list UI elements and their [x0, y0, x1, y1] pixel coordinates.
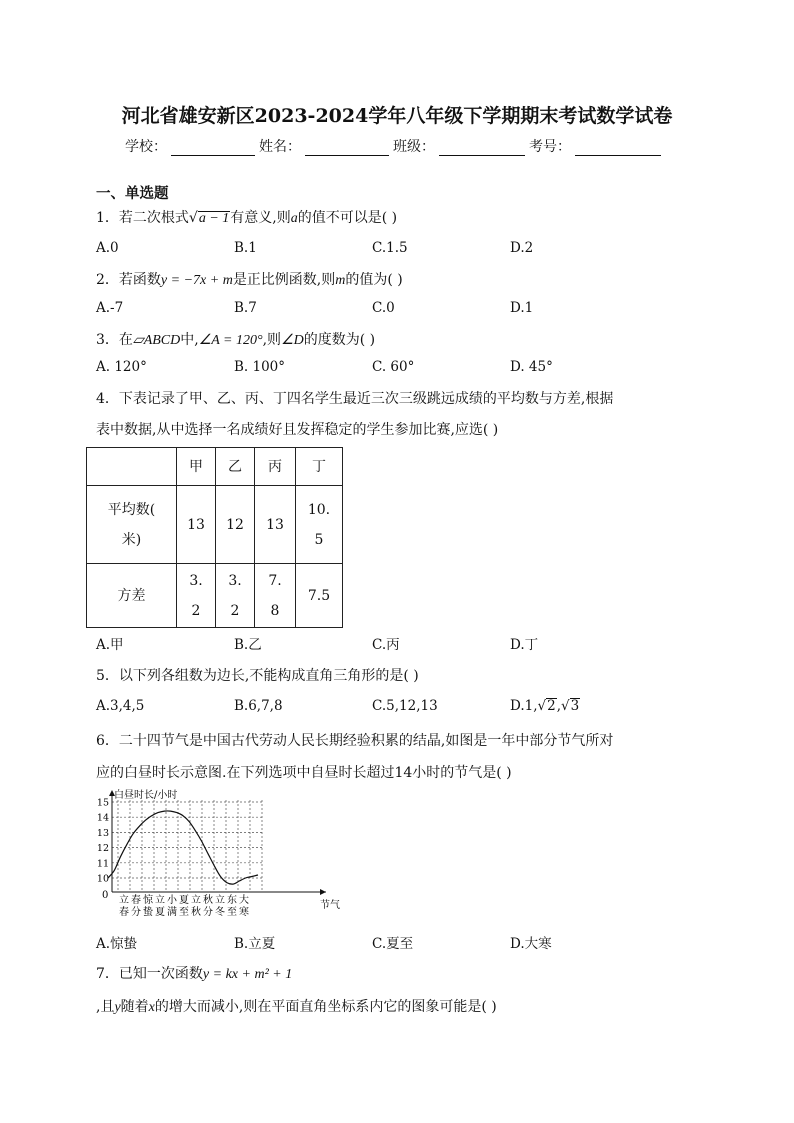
daylight-curve: [108, 811, 258, 884]
option-d[interactable]: D.大寒: [510, 936, 552, 952]
name-field[interactable]: [305, 141, 389, 156]
x-tick-label: 冬: [215, 907, 225, 918]
formula: y = kx + m² + 1: [202, 967, 293, 982]
x-tick-label: 东: [227, 895, 237, 906]
x-tick-label: 夏: [155, 907, 165, 918]
school-label: 学校：: [125, 139, 167, 155]
exam-no-field[interactable]: [575, 141, 661, 156]
question-text: 是正比例函数,则: [232, 272, 336, 288]
table-cell: 7.5: [296, 564, 343, 628]
cell-text: 平均数(: [107, 501, 156, 518]
x-tick-label: 春: [131, 895, 141, 906]
x-tick-label: 夏: [179, 895, 189, 906]
class-label: 班级：: [393, 139, 435, 155]
y-tick-label: 11: [96, 858, 109, 870]
score-table: [86, 447, 343, 628]
question-text: 随着: [120, 999, 149, 1015]
variable: m: [335, 273, 346, 288]
page-title: 河北省雄安新区2023-2024学年八年级下学期期末考试数学试卷: [121, 105, 673, 127]
option-c[interactable]: C.1.5: [372, 240, 408, 256]
option-text: ,: [556, 698, 562, 714]
option-d[interactable]: D.2: [510, 240, 534, 256]
y-tick-label: 14: [96, 812, 109, 824]
x-tick-label: 立: [215, 895, 225, 906]
radical-sign: √: [561, 698, 570, 714]
cell-text: 2: [191, 602, 201, 619]
table-cell: 方差: [87, 564, 177, 628]
x-tick-label: 大: [239, 895, 249, 906]
question-number: 2．: [96, 272, 119, 288]
variable: x: [148, 1000, 155, 1015]
question-text: 的值为( ): [345, 272, 403, 288]
y-tick-label: 12: [96, 843, 109, 855]
question-4: [96, 388, 613, 408]
cell-text: 3.: [228, 572, 242, 589]
option-b[interactable]: B.6,7,8: [234, 698, 283, 714]
table-header: [87, 448, 177, 486]
option-d[interactable]: [510, 698, 580, 714]
question-text: 的度数为( ): [303, 332, 376, 348]
radicand: 2: [547, 698, 556, 714]
option-text: D.1,: [510, 698, 538, 714]
daylight-chart: [88, 786, 348, 920]
table-cell: 13: [177, 486, 216, 564]
class-field[interactable]: [439, 141, 525, 156]
option-a[interactable]: A.-7: [96, 300, 124, 316]
x-tick-label: 立: [119, 895, 129, 906]
y-axis-label: 白昼时长/小时: [114, 790, 178, 801]
question-text: 的值不可以是( ): [297, 210, 398, 226]
chart-x-labels: [119, 893, 249, 918]
chart-axes: [109, 790, 326, 895]
option-a[interactable]: A. 120°: [96, 359, 147, 375]
x-tick-label: 满: [167, 907, 177, 918]
question-5: [96, 665, 419, 685]
question-text: 有意义,则: [230, 210, 291, 226]
exam-no-label: 考号：: [529, 139, 571, 155]
table-cell: 12: [216, 486, 255, 564]
x-tick-label: 小: [167, 895, 177, 906]
x-tick-label: 寒: [239, 907, 249, 918]
question-text: ,且: [96, 999, 115, 1015]
radical-sign: √: [188, 210, 198, 226]
question-number: 5．: [96, 668, 119, 684]
option-b[interactable]: B.乙: [234, 637, 262, 653]
table-cell: [255, 564, 296, 628]
radicand: 3: [570, 698, 580, 714]
y-tick-label: 13: [96, 827, 109, 839]
question-text: 以下列各组数为边长,不能构成直角三角形的是( ): [118, 668, 419, 684]
formula: y = −7x + m: [160, 273, 233, 288]
question-2: [96, 269, 403, 289]
table-row: [87, 486, 343, 564]
table-row: [87, 448, 343, 486]
x-axis-label: 节气: [320, 900, 340, 911]
option-c[interactable]: C. 60°: [372, 359, 415, 375]
option-c[interactable]: C.5,12,13: [372, 698, 438, 714]
table-cell: [87, 486, 177, 564]
student-info-row: [125, 136, 665, 156]
question-number: 6．: [96, 733, 119, 749]
option-b[interactable]: B.立夏: [234, 936, 276, 952]
question-text: ,则: [262, 332, 282, 348]
option-d[interactable]: D. 45°: [510, 359, 553, 375]
question-text: 若函数: [118, 272, 161, 288]
x-tick-label: 至: [227, 907, 237, 918]
formula: ▱ABCD: [132, 333, 181, 348]
cell-text: 3.: [189, 572, 203, 589]
option-d[interactable]: D.丁: [510, 637, 539, 653]
question-number: 4．: [96, 391, 119, 407]
y-tick-label: 15: [96, 797, 109, 809]
x-tick-label: 立: [155, 895, 165, 906]
option-d[interactable]: D.1: [510, 300, 534, 316]
option-b[interactable]: B.7: [234, 300, 257, 316]
x-tick-label: 惊: [143, 895, 153, 906]
question-7: [96, 963, 292, 983]
question-text: 二十四节气是中国古代劳动人民长期经验积累的结晶,如图是一年中部分节气所对: [118, 733, 614, 749]
x-tick-label: 分: [203, 907, 213, 918]
table-cell: 13: [255, 486, 296, 564]
formula: ∠D: [281, 333, 304, 348]
table-row: [87, 564, 343, 628]
question-text: 中,: [180, 332, 199, 348]
table-cell: [296, 486, 343, 564]
section-title: 一、单选题: [96, 185, 169, 202]
formula: ∠A = 120°: [198, 333, 263, 348]
option-c[interactable]: C.丙: [372, 637, 400, 653]
question-text: 若二次根式: [118, 210, 189, 226]
x-tick-label: 蛰: [143, 907, 153, 918]
chart-ticks: [97, 798, 109, 885]
option-a[interactable]: A.甲: [96, 637, 124, 653]
name-label: 姓名：: [259, 139, 301, 155]
radical-sign: √: [537, 698, 547, 714]
option-c[interactable]: C.0: [372, 300, 395, 316]
table-header: 丁: [296, 448, 343, 486]
chart-grid: [112, 800, 262, 892]
question-number: 7．: [96, 966, 119, 982]
question-text: 的增大而减小,则在平面直角坐标系内它的图象可能是( ): [154, 999, 497, 1015]
cell-text: 7.: [268, 572, 282, 589]
table-header: 甲: [177, 448, 216, 486]
question-7-line2: [96, 996, 497, 1016]
question-text: 已知一次函数: [118, 966, 203, 982]
table-cell: [177, 564, 216, 628]
variable: a: [290, 211, 298, 226]
x-axis-arrow: [320, 889, 326, 895]
question-text: 下表记录了甲、乙、丙、丁四名学生最近三次三级跳远成绩的平均数与方差,根据: [118, 391, 614, 407]
question-4-line2: 表中数据,从中选择一名成绩好且发挥稳定的学生参加比赛,应选( ): [96, 422, 499, 438]
question-number: 3．: [96, 332, 119, 348]
x-tick-label: 立: [191, 895, 201, 906]
question-6-line2: 应的白昼时长示意图.在下列选项中自昼时长超过14小时的节气是( ): [96, 765, 512, 781]
variable: y: [114, 1000, 121, 1015]
cell-text: 2: [230, 602, 240, 619]
school-field[interactable]: [171, 141, 255, 156]
x-tick-label: 秋: [191, 907, 201, 918]
cell-text: 5: [314, 531, 324, 548]
x-tick-label: 秋: [203, 895, 213, 906]
x-tick-label: 至: [179, 907, 189, 918]
question-3: [96, 329, 375, 349]
question-text: 在: [118, 332, 133, 348]
option-a[interactable]: A.惊蛰: [96, 936, 138, 952]
option-a[interactable]: A.3,4,5: [96, 698, 145, 714]
y-tick-label: 10: [96, 873, 109, 885]
x-tick-label: 春: [119, 907, 129, 918]
table-header: 丙: [255, 448, 296, 486]
option-c[interactable]: C.夏至: [372, 936, 414, 952]
cell-text: 8: [270, 602, 280, 619]
question-number: 1．: [96, 210, 119, 226]
table-cell: [216, 564, 255, 628]
question-6: [96, 730, 613, 750]
option-b[interactable]: B.1: [234, 240, 257, 256]
radicand: a − 1: [198, 211, 230, 226]
cell-text: 10.: [307, 501, 331, 518]
option-b[interactable]: B. 100°: [234, 359, 286, 375]
x-tick-label: 分: [131, 907, 141, 918]
cell-text: 米): [121, 531, 142, 548]
origin-label: 0: [102, 890, 109, 901]
table-header: 乙: [216, 448, 255, 486]
question-1: [96, 207, 397, 227]
option-a[interactable]: A.0: [96, 240, 119, 256]
